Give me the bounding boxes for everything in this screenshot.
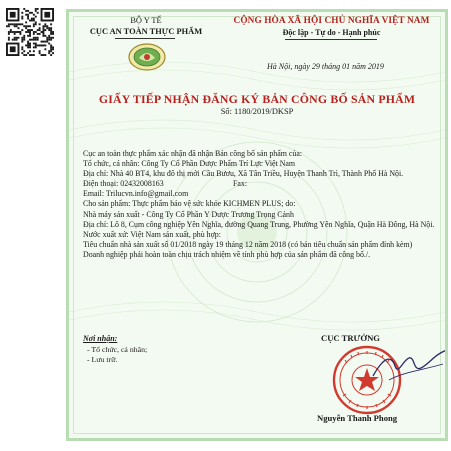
email-line: Email: Trilucvn.info@gmail.com [83,189,189,199]
address-line: Địa chỉ: Nhà 40 BT4, khu đô thị mới Cầu Bươu, Xã Tân Triều, Huyện Thanh Trì, Thành Phố Hà Nội. [83,169,404,179]
recipients-label: Nơi nhận: [83,334,118,343]
product-line: Cho sản phẩm: Thực phẩm bảo vệ sức khỏe KICHMEN PLUS; do: [83,199,296,209]
issue-date: Hà Nội, ngày 29 tháng 01 năm 2019 [267,62,384,71]
standard-line: Tiêu chuẩn nhà sản xuất số 01/2018 ngày 19 tháng 12 năm 2018 (có bản tiêu chuẩn sản phẩm đính kèm) [83,239,413,249]
recipient-item: - Lưu trữ. [87,355,118,364]
document-number: Số: 1180/2019/DKSP [220,107,294,116]
national-motto: Độc lập - Tự do - Hạnh phúc [282,28,381,37]
factory-line: Nhà máy sản xuất - Công Ty Cổ Phần Y Dược Trương Trọng Cảnh [83,209,294,219]
department-name: CỤC AN TOÀN THỰC PHẨM [89,27,203,36]
document-title: GIẤY TIẾP NHẬN ĐĂNG KÝ BẢN CÔNG BỐ SẢN PHẨM [98,92,416,106]
intro-line: Cục an toàn thực phẩm xác nhận đã nhận Bản công bố sản phẩm của: [83,149,303,158]
recipient-item: - Tổ chức, cá nhân; [87,345,148,354]
header-underline-right [285,39,377,40]
ministry-name: BỘ Y TẾ [130,16,162,25]
organization-line: Tổ chức, cá nhân: Công Ty Cổ Phần Dược Phẩm Trí Lực Việt Nam [83,159,296,169]
signatory-name: Nguyễn Thanh Phong [317,413,398,423]
qr-code [6,8,54,56]
fax-line: Fax: [233,179,248,189]
republic-name: CỘNG HÒA XÃ HỘI CHỦ NGHĨA VIỆT NAM [233,16,430,26]
origin-line: Nước xuất xứ: Việt Nam sản xuất, phù hợp: [83,229,221,239]
document-body [83,149,439,260]
certificate-document [66,9,448,441]
phone-line: Điện thoại: 02432008163 [83,179,164,189]
handwritten-signature [369,346,448,386]
contact-row [83,179,439,189]
food-safety-emblem [127,40,167,74]
header-underline-left [115,38,175,39]
responsibility-line: Doanh nghiệp phải hoàn toàn chịu trách nhiệm về tính phù hợp của sản phẩm đã công bố./. [83,249,371,259]
factory-address-line: Địa chỉ: Lô 8, Cụm công nghiệp Yên Nghĩa, đường Quang Trung, Phường Yên Nghĩa, Quận Hà Đông, Hà Nội. [83,219,435,229]
signatory-position: CỤC TRƯỞNG [321,333,380,343]
